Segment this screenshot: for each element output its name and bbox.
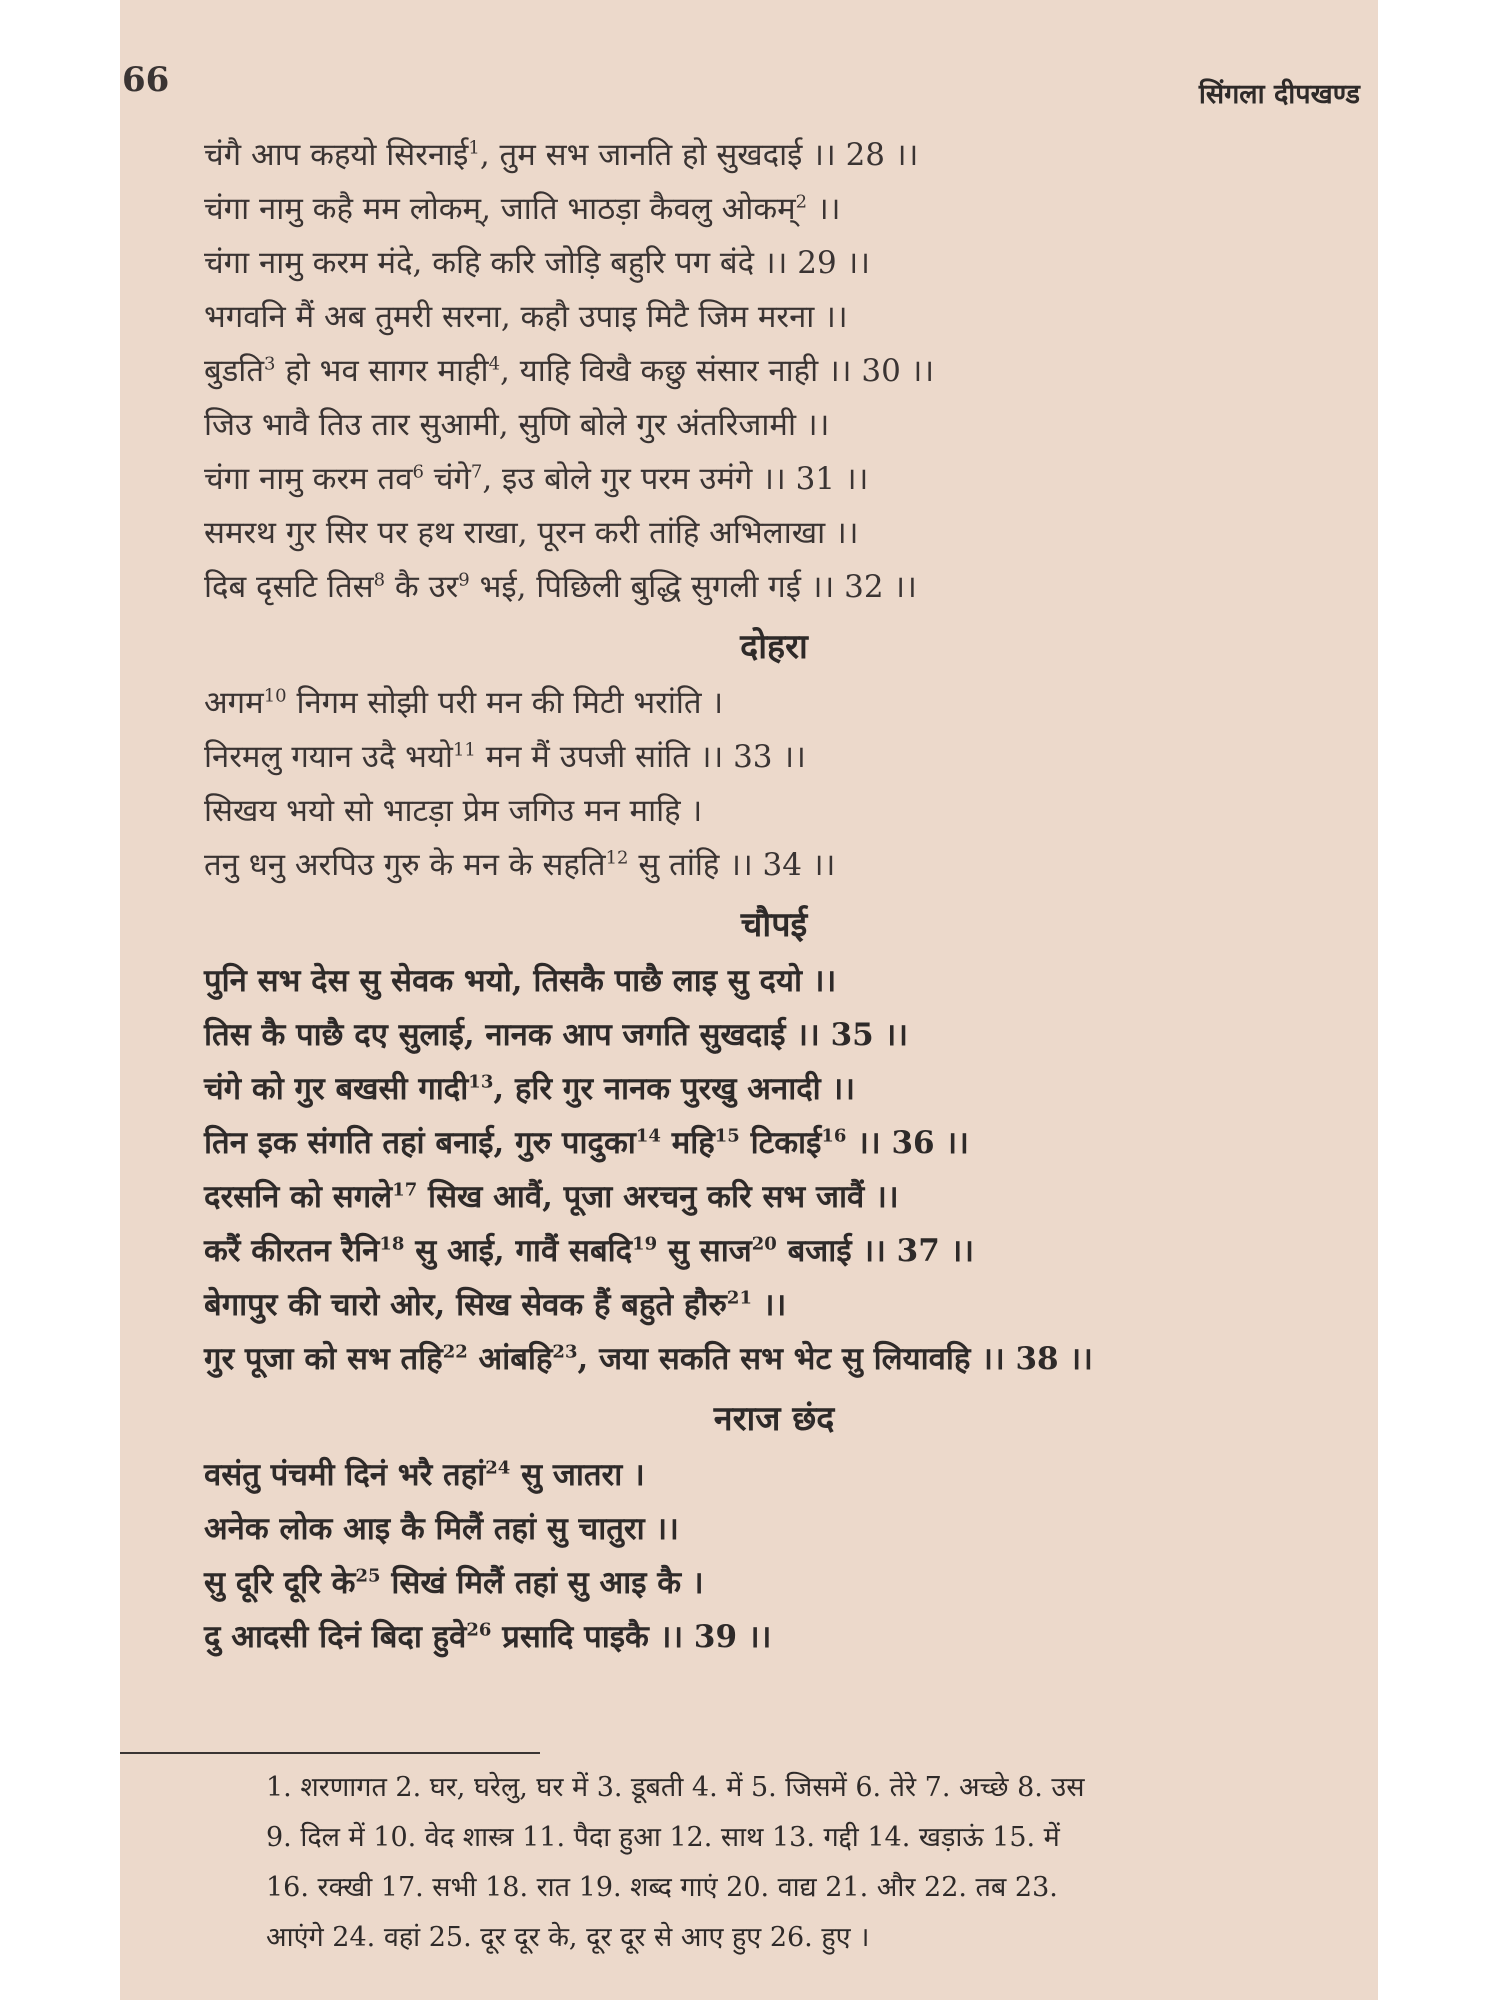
footnote-ref: 24 bbox=[485, 1457, 511, 1479]
verse-line bbox=[204, 182, 1344, 236]
verse-text-fragment: , जया सकति सभ भेट सु लियावहि ।। 38 ।। bbox=[577, 1340, 1093, 1377]
verse-line bbox=[204, 838, 1344, 892]
verse-text-fragment: सु साज bbox=[657, 1232, 752, 1269]
verse-text-fragment: सु जातरा । bbox=[510, 1456, 645, 1493]
verse-line bbox=[204, 784, 1344, 838]
verse-line bbox=[204, 1556, 1344, 1610]
verse-text-fragment: बेगापुर की चारो ओर, सिख सेवक हैं बहुते हौरु bbox=[204, 1286, 727, 1323]
verse-text-fragment: निरमलु गयान उदै भयो bbox=[204, 738, 453, 775]
footnote-ref: 15 bbox=[714, 1125, 740, 1147]
verse-line bbox=[204, 398, 1344, 452]
verse-text-fragment: , याहि विखै कछु संसार नाही ।। 30 ।। bbox=[500, 352, 935, 389]
verse-line bbox=[204, 1610, 1344, 1664]
verse-text-fragment: टिकाई bbox=[739, 1124, 822, 1161]
footnote-ref: 4 bbox=[488, 353, 501, 375]
verse-line bbox=[204, 1448, 1344, 1502]
verse-text-fragment: तिस कै पाछै दए सुलाई, नानक आप जगति सुखदाई ।। 35 ।। bbox=[204, 1016, 909, 1053]
verse-line bbox=[204, 290, 1344, 344]
footnote-ref: 14 bbox=[635, 1125, 661, 1147]
verse-text-fragment: चंगा नामु करम मंदे, कहि करि जोड़ि बहुरि पग बंदे ।। 29 ।। bbox=[204, 244, 871, 281]
verse-text-fragment: आंबहि bbox=[467, 1340, 553, 1377]
footnote-ref: 11 bbox=[452, 739, 476, 761]
footnote-ref: 16 bbox=[821, 1125, 847, 1147]
footnote-ref: 21 bbox=[726, 1287, 752, 1309]
verse-text-fragment: चंगा नामु करम तव bbox=[204, 460, 413, 497]
footnote-ref: 23 bbox=[552, 1341, 578, 1363]
verse-text-fragment: बजाई ।। 37 ।। bbox=[776, 1232, 975, 1269]
verse-text-fragment: जिउ भावै तिउ तार सुआमी, सुणि बोले गुर अंतरिजामी ।। bbox=[204, 406, 830, 443]
verse-text-fragment: भई, पिछिली बुद्धि सुगली गई ।। 32 ।। bbox=[469, 568, 917, 605]
footnote-ref: 13 bbox=[468, 1071, 494, 1093]
verse-line bbox=[204, 506, 1344, 560]
verse-text-fragment: अगम bbox=[204, 684, 264, 721]
verse-text-fragment: सु आई, गावैं सबदि bbox=[404, 1232, 633, 1269]
verse-text-fragment: दिब दृसटि तिस bbox=[204, 568, 374, 605]
verse-text-fragment: ।। 36 ।। bbox=[846, 1124, 969, 1161]
verse-text-fragment: निगम सोझी परी मन की मिटी भरांति । bbox=[286, 684, 724, 721]
footnote-ref: 18 bbox=[379, 1233, 405, 1255]
section-heading: चौपई bbox=[740, 905, 808, 945]
verse-section bbox=[204, 954, 1344, 1386]
verse-line bbox=[204, 1224, 1344, 1278]
footnote-ref: 10 bbox=[263, 685, 287, 707]
verse-line bbox=[204, 1502, 1344, 1556]
footnote-line: 16. रक्खी 17. सभी 18. रात 19. शब्द गाएं 20. वाद्य 21. और 22. तब 23. bbox=[266, 1871, 1058, 1903]
footnote-ref: 3 bbox=[264, 353, 276, 375]
verse-text-fragment: वसंतु पंचमी दिनं भरै तहां bbox=[204, 1456, 486, 1493]
book-page bbox=[120, 0, 1378, 2000]
verse-text bbox=[204, 128, 1344, 1664]
verse-text-fragment: सिखय भयो सो भाटड़ा प्रेम जगिउ मन माहि । bbox=[204, 792, 703, 829]
verse-text-fragment: बुडति bbox=[204, 352, 264, 389]
footnote-line: आएंगे 24. वहां 25. दूर दूर के, दूर दूर से आए हुए 26. हुए । bbox=[266, 1921, 870, 1953]
verse-line bbox=[204, 676, 1344, 730]
verse-text-fragment: महि bbox=[660, 1124, 715, 1161]
running-header: सिंगला दीपखण्ड bbox=[1198, 79, 1360, 110]
verse-text-fragment: चंगे bbox=[423, 460, 471, 497]
verse-text-fragment: कै उर bbox=[385, 568, 459, 605]
verse-line bbox=[204, 344, 1344, 398]
verse-line bbox=[204, 1062, 1344, 1116]
verse-text-fragment: सु दूरि दूरि के bbox=[204, 1564, 356, 1601]
footnote-ref: 2 bbox=[795, 191, 808, 213]
footnote-ref: 26 bbox=[466, 1619, 492, 1641]
footnote-line: 9. दिल में 10. वेद शास्त्र 11. पैदा हुआ 12. साथ 13. गद्दी 14. खड़ाऊं 15. में bbox=[266, 1821, 1060, 1853]
page-number: 66 bbox=[122, 60, 170, 100]
verse-line bbox=[204, 560, 1344, 614]
verse-text-fragment: भगवनि मैं अब तुमरी सरना, कहौ उपाइ मिटै जिम मरना ।। bbox=[204, 298, 848, 335]
verse-line bbox=[204, 730, 1344, 784]
verse-text-fragment: करैं कीरतन रैनि bbox=[204, 1232, 380, 1269]
verse-line bbox=[204, 954, 1344, 1008]
footnote-ref: 8 bbox=[373, 569, 386, 591]
verse-text-fragment: समरथ गुर सिर पर हथ राखा, पूरन करी तांहि अभिलाखा ।। bbox=[204, 514, 859, 551]
verse-line bbox=[204, 128, 1344, 182]
verse-text-fragment: प्रसादि पाइकै ।। 39 ।। bbox=[491, 1618, 772, 1655]
verse-text-fragment: सिखं मिलैं तहां सु आइ कै । bbox=[380, 1564, 704, 1601]
verse-section bbox=[204, 676, 1344, 892]
verse-text-fragment: चंगे को गुर बखसी गादी bbox=[204, 1070, 469, 1107]
section-heading: दोहरा bbox=[740, 627, 808, 667]
verse-text-fragment: अनेक लोक आइ कै मिलैं तहां सु चातुरा ।। bbox=[204, 1510, 679, 1547]
verse-line bbox=[204, 1116, 1344, 1170]
verse-text-fragment: मन मैं उपजी सांति ।। 33 ।। bbox=[475, 738, 806, 775]
footnotes bbox=[266, 1760, 1356, 1960]
footnote-line: 1. शरणागत 2. घर, घरेलु, घर में 3. डूबती 4. में 5. जिसमें 6. तेरे 7. अच्छे 8. उस bbox=[266, 1771, 1085, 1803]
verse-section bbox=[204, 128, 1344, 614]
footnote-ref: 17 bbox=[392, 1179, 418, 1201]
verse-line bbox=[204, 1332, 1344, 1386]
verse-text-fragment: सु तांहि ।। 34 ।। bbox=[628, 846, 836, 883]
verse-text-fragment: गुर पूजा को सभ तहि bbox=[204, 1340, 443, 1377]
verse-text-fragment: हो भव सागर माही bbox=[275, 352, 489, 389]
section-heading: नराज छंद bbox=[713, 1399, 835, 1439]
verse-line bbox=[204, 1170, 1344, 1224]
verse-line bbox=[204, 1008, 1344, 1062]
footnote-ref: 20 bbox=[751, 1233, 777, 1255]
verse-section bbox=[204, 1448, 1344, 1664]
verse-text-fragment: ।। bbox=[807, 190, 841, 227]
verse-text-fragment: दरसनि को सगले bbox=[204, 1178, 393, 1215]
verse-text-fragment: ।। bbox=[751, 1286, 787, 1323]
footnote-ref: 25 bbox=[355, 1565, 381, 1587]
verse-text-fragment: तनु धनु अरपिउ गुरु के मन के सहति bbox=[204, 846, 606, 883]
footnote-ref: 6 bbox=[412, 461, 424, 483]
verse-text-fragment: दु आदसी दिनं बिदा हुवे bbox=[204, 1618, 467, 1655]
verse-line bbox=[204, 452, 1344, 506]
footnote-ref: 12 bbox=[605, 847, 629, 869]
verse-text-fragment: चंगै आप कहयो सिरनाई bbox=[204, 136, 469, 173]
verse-text-fragment: तिन इक संगति तहां बनाई, गुरु पादुका bbox=[204, 1124, 636, 1161]
verse-line bbox=[204, 236, 1344, 290]
verse-text-fragment: सिख आवैं, पूजा अरचनु करि सभ जावैं ।। bbox=[417, 1178, 899, 1215]
footnote-ref: 7 bbox=[470, 461, 483, 483]
verse-text-fragment: , इउ बोले गुर परम उमंगे ।। 31 ।। bbox=[482, 460, 869, 497]
verse-text-fragment: चंगा नामु कहै मम लोकम्, जाति भाठड़ा कैवलु ओकम् bbox=[204, 190, 796, 227]
verse-text-fragment: , हरि गुर नानक पुरखु अनादी ।। bbox=[493, 1070, 856, 1107]
verse-text-fragment: पुनि सभ देस सु सेवक भयो, तिसकै पाछै लाइ सु दयो ।। bbox=[204, 962, 837, 999]
footnote-ref: 9 bbox=[458, 569, 470, 591]
footnote-ref: 22 bbox=[442, 1341, 468, 1363]
verse-line bbox=[204, 1278, 1344, 1332]
footnote-ref: 19 bbox=[632, 1233, 658, 1255]
footnote-ref: 1 bbox=[468, 137, 480, 159]
verse-text-fragment: , तुम सभ जानति हो सुखदाई ।। 28 ।। bbox=[479, 136, 919, 173]
footnote-divider bbox=[120, 1752, 540, 1754]
